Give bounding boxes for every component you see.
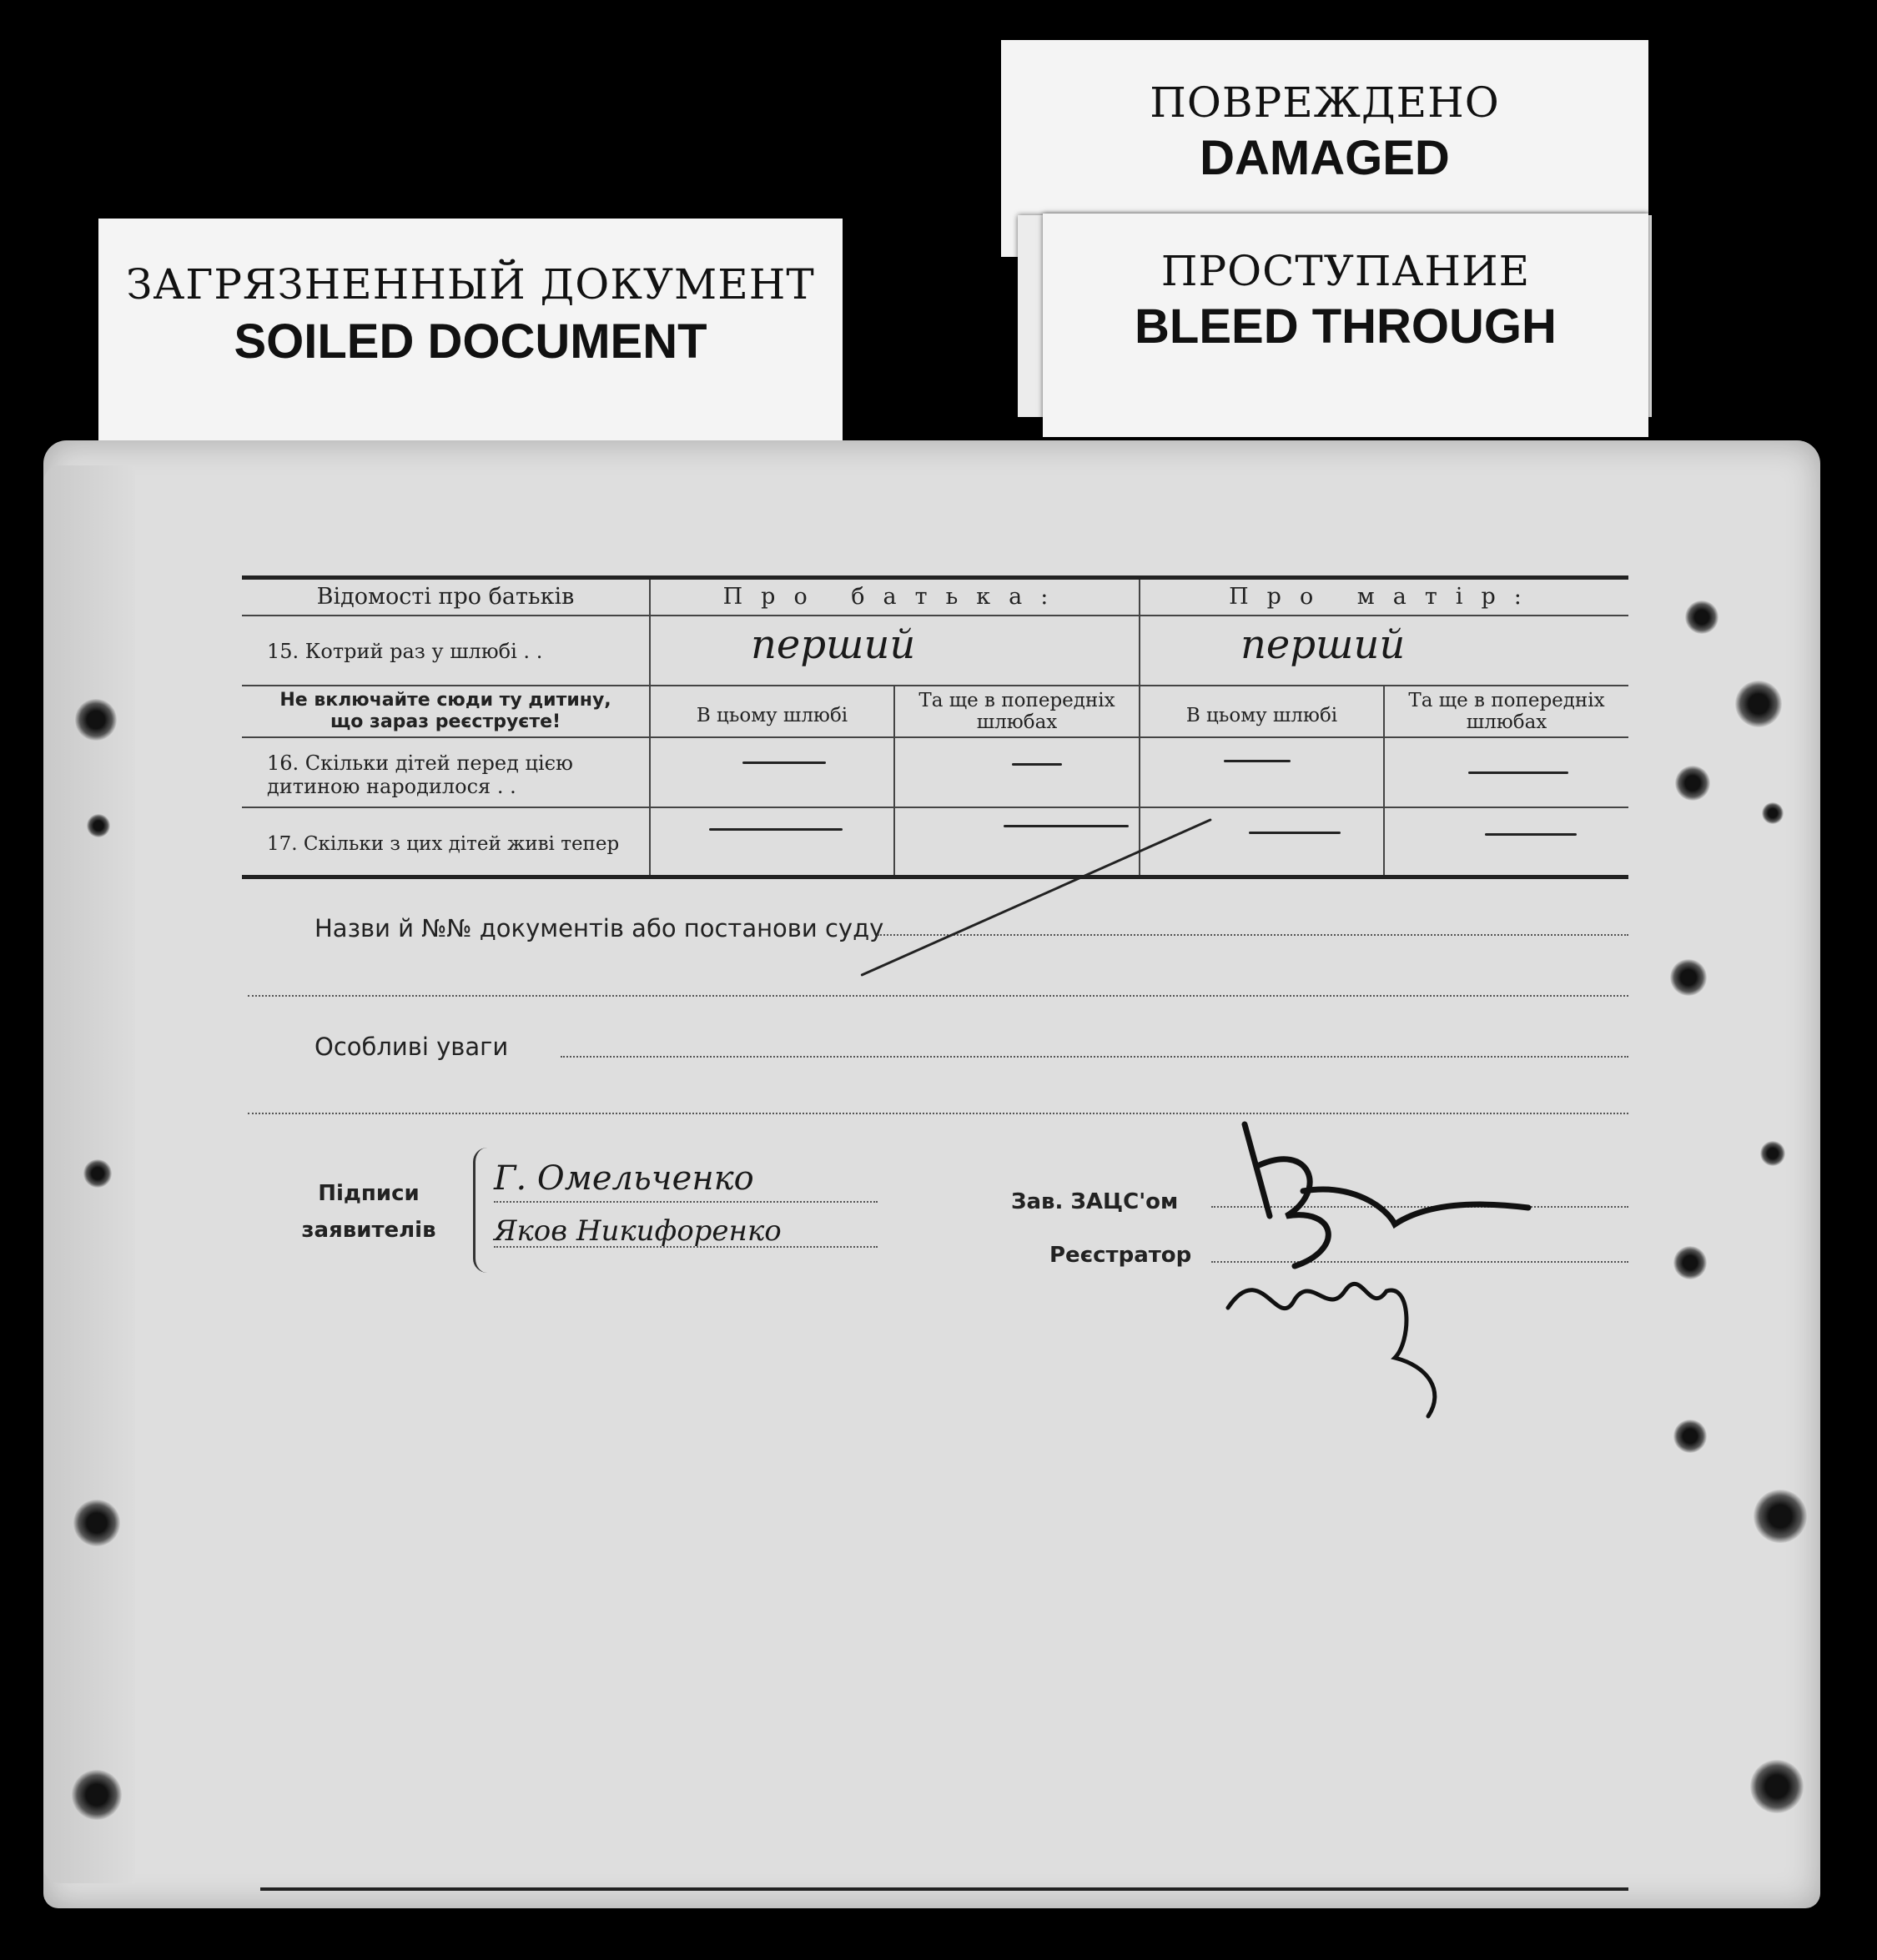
mother-prev-line1: Та ще в попередніх: [1408, 690, 1605, 711]
dash-mark: [1224, 760, 1291, 762]
bleed-label-ru: ПРОСТУПАНИЕ: [1160, 247, 1531, 295]
applicant-signature-2: Яков Никифоренко: [494, 1214, 782, 1248]
row17-mother-prev: [1383, 808, 1628, 875]
dash-mark: [1468, 771, 1568, 774]
soiled-label-ru: ЗАГРЯЗНЕННЫЙ ДОКУМЕНТ: [126, 260, 815, 309]
dash-mark: [1004, 825, 1129, 827]
punch-hole-icon: [87, 814, 110, 837]
damaged-label-ru: ПОВРЕЖДЕНО: [1150, 78, 1500, 127]
row15-father-value: перший: [751, 621, 916, 668]
remarks-line: [561, 1056, 1628, 1058]
row16-line1: 16. Скільки дітей перед цією: [267, 751, 573, 775]
row17-label: 17. Скільки з цих дітей живі тепер: [267, 833, 620, 855]
father-prev-line2: шлюбах: [976, 711, 1058, 733]
applicant-signature-1: Г. Омельченко: [494, 1159, 754, 1198]
warning-line2: що зараз реєструєте!: [330, 711, 561, 732]
bottom-rule: [260, 1887, 1628, 1891]
dash-mark: [709, 828, 843, 831]
dash-mark: [1485, 833, 1577, 836]
punch-hole-icon: [1670, 959, 1707, 996]
documents-line: [878, 934, 1628, 936]
applicants-label: [285, 1181, 452, 1243]
father-in-marriage-label: В цьому шлюбі: [696, 705, 848, 726]
bleed-label-en: BLEED THROUGH: [1135, 299, 1557, 354]
mother-in-marriage-label: В цьому шлюбі: [1185, 705, 1338, 726]
row16-mother-current: [1139, 738, 1383, 807]
table-warning-row: [242, 686, 1628, 738]
row16-mother-prev: [1383, 738, 1628, 807]
registrar-label: Реєстратор: [1049, 1243, 1192, 1268]
applicant-line-2: [494, 1246, 878, 1248]
row17-father-prev: [893, 808, 1139, 875]
punch-hole-icon: [72, 1770, 122, 1820]
applicants-brace: [473, 1148, 487, 1273]
damaged-label-en: DAMAGED: [1200, 131, 1450, 185]
applicant-line-1: [494, 1201, 878, 1203]
row16-father-current: [649, 738, 893, 807]
punch-hole-icon: [1673, 1420, 1707, 1453]
father-in-marriage-header: [649, 686, 893, 736]
punch-hole-icon: [1762, 802, 1784, 824]
row15-father-cell: [649, 616, 1139, 685]
head-zags-label: Зав. ЗАЦС'ом: [1011, 1189, 1179, 1214]
row16-label: [242, 738, 649, 807]
bleed-through-label: [1043, 214, 1648, 437]
soiled-label-en: SOILED DOCUMENT: [234, 314, 707, 369]
row17-mother-current: [1139, 808, 1383, 875]
soiled-document-label: [98, 219, 843, 460]
punch-hole-icon: [1760, 1141, 1785, 1166]
documents-label: Назви й №№ документів або постанови суду: [315, 914, 884, 942]
table-row-17: [242, 808, 1628, 875]
header-mother: Про матір:: [1139, 580, 1628, 615]
row16-line2: дитиною народилося . .: [267, 775, 516, 798]
row17-father-current: [649, 808, 893, 875]
warning-note: [242, 686, 649, 736]
mother-prev-marriage-header: [1383, 686, 1628, 736]
documents-line-2: [248, 995, 1628, 997]
table-row-16: [242, 738, 1628, 808]
father-prev-marriage-header: [893, 686, 1139, 736]
punch-hole-icon: [1675, 766, 1710, 801]
father-prev-line1: Та ще в попередніх: [918, 690, 1115, 711]
applicants-line1: Підписи: [318, 1181, 420, 1206]
dash-mark: [742, 761, 826, 764]
punch-hole-icon: [1735, 681, 1782, 727]
row16-father-prev: [893, 738, 1139, 807]
dash-mark: [1249, 832, 1341, 834]
mother-prev-line2: шлюбах: [1466, 711, 1547, 733]
table-header-row: [242, 580, 1628, 616]
row15-mother-cell: [1139, 616, 1628, 685]
punch-hole-icon: [1685, 601, 1718, 634]
parents-info-table: [242, 575, 1628, 879]
punch-hole-icon: [1750, 1760, 1804, 1813]
header-parents-info: Відомості про батьків: [316, 584, 575, 610]
punch-hole-icon: [73, 1500, 120, 1546]
row15-mother-value: перший: [1240, 621, 1406, 668]
mother-in-marriage-header: [1139, 686, 1383, 736]
table-row-15: [242, 616, 1628, 686]
row15-label: 15. Котрий раз у шлюбі . .: [267, 640, 543, 663]
punch-hole-icon: [1754, 1490, 1807, 1543]
punch-hole-icon: [75, 699, 117, 741]
remarks-label: Особливі уваги: [315, 1033, 509, 1061]
official-signatures: [1211, 1091, 1645, 1441]
dash-mark: [1012, 763, 1062, 766]
header-father: Про батька:: [649, 580, 1139, 615]
applicants-line2: заявителів: [301, 1218, 436, 1243]
punch-hole-icon: [83, 1159, 112, 1188]
punch-hole-icon: [1673, 1246, 1707, 1279]
record-sheet: [43, 440, 1820, 1908]
warning-line1: Не включайте сюди ту дитину,: [279, 690, 611, 711]
